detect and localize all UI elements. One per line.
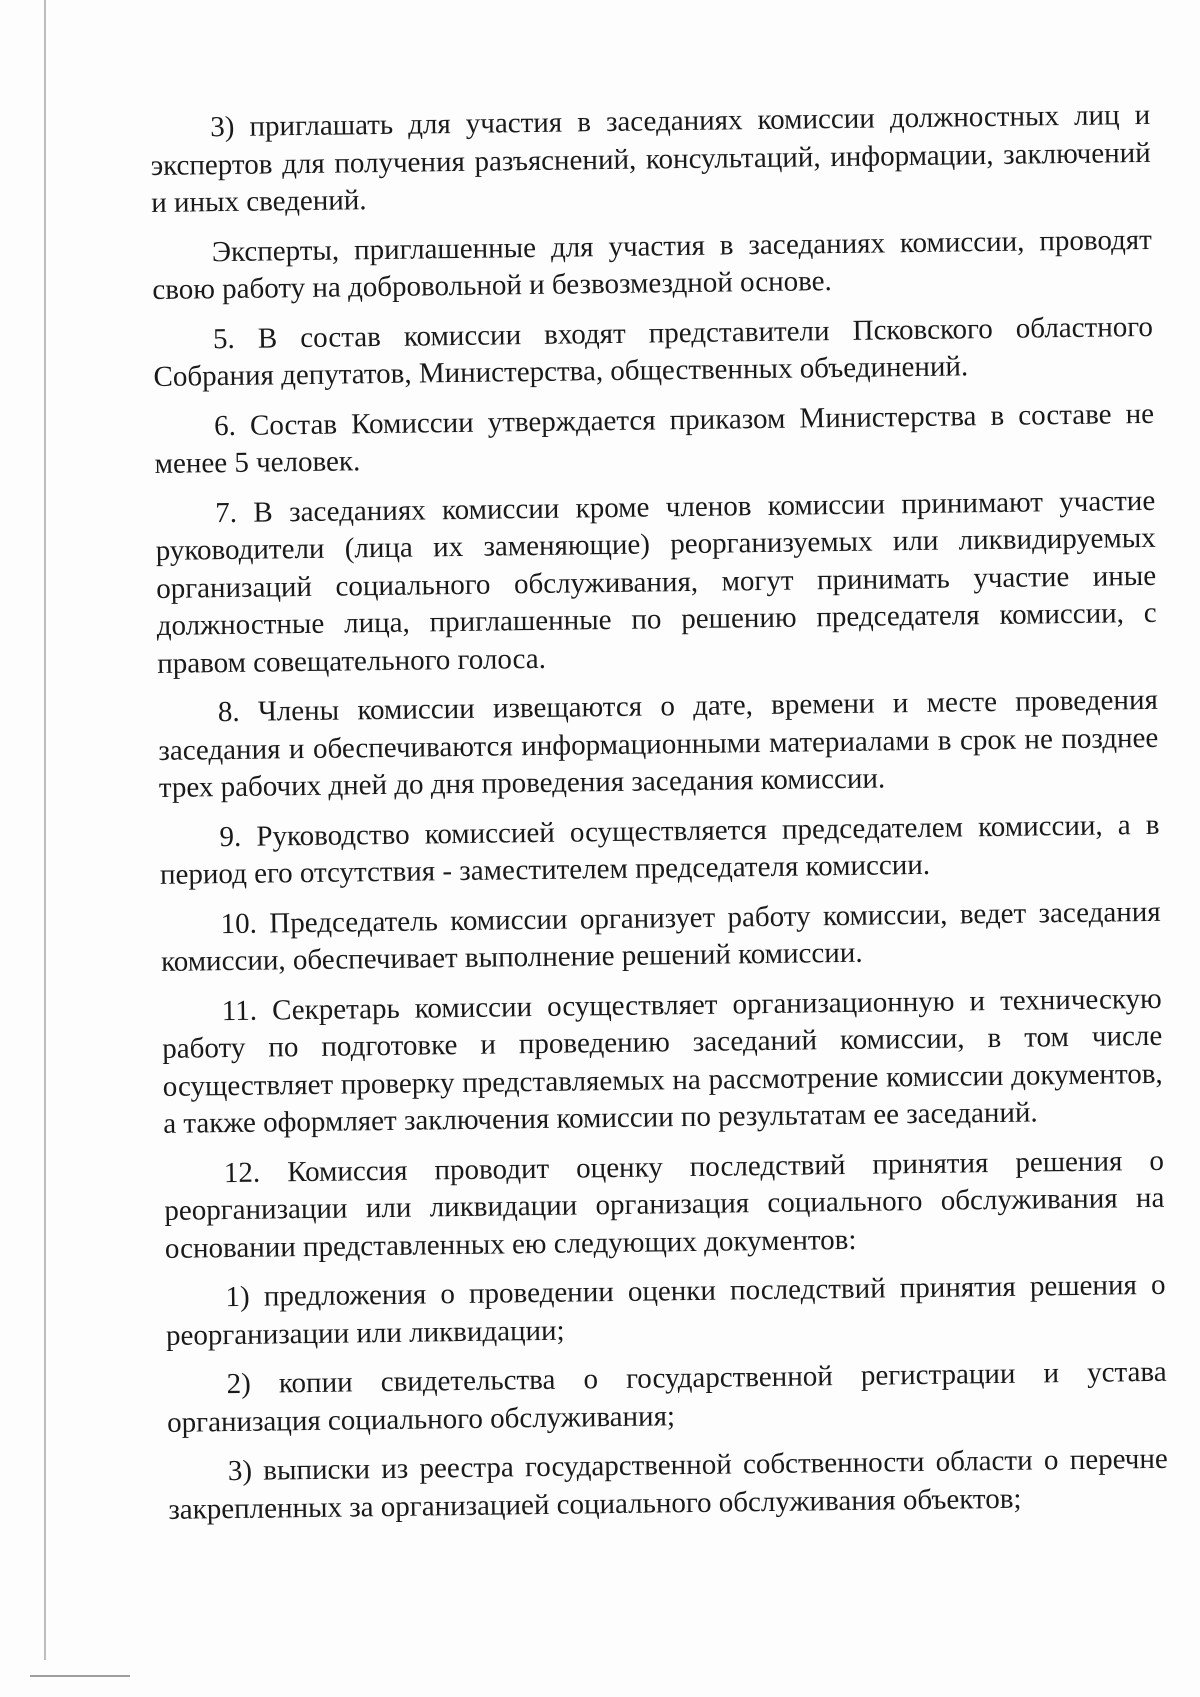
left-margin-line <box>44 0 46 1660</box>
bottom-scan-mark <box>30 1675 130 1677</box>
paragraph-9: 9. Руководство комиссией осуществляется председателем комиссии, а в период его отсутствия - заместителем председателя комиссии. <box>159 808 1160 891</box>
paragraph-experts: Эксперты, приглашенные для участия в заседаниях комиссии, проводят свою работу на добровольной и безвозмездной основе. <box>152 223 1152 306</box>
paragraph-11: 11. Секретарь комиссии осуществляет организационную и техническую работу по подготовке и проведению заседаний комиссии, в том числе осуществляет проверку представляемых на рассмотрение комиссии документов, а также оформляет заключения комиссии по результатам ее заседаний. <box>162 982 1163 1140</box>
paragraph-12: 12. Комиссия проводит оценку последствий принятия решения о реорганизации или ликвидации организация социального обслуживания на основании представленных ею следующих документов: <box>164 1144 1165 1265</box>
document-body <box>150 97 1169 1541</box>
paragraph-12-item-3: 3) выписки из реестра государственной собственности области о перечне закрепленных за организацией социального обслуживания объектов; <box>168 1442 1168 1526</box>
paragraph-item-3: 3) приглашать для участия в заседаниях комиссии должностных лиц и экспертов для получения разъяснений, консультаций, информации, заключений и иных сведений. <box>150 98 1151 219</box>
paragraph-5: 5. В состав комиссии входят представители Псковского областного Собрания депутатов, Министерства, общественных объединений. <box>153 310 1154 393</box>
paragraph-10: 10. Председатель комиссии организует работу комиссии, ведет заседания комиссии, обеспечивает выполнение решений комиссии. <box>160 895 1161 978</box>
paragraph-6: 6. Состав Комиссии утверждается приказом Министерства в составе не менее 5 человек. <box>154 397 1155 480</box>
paragraph-8: 8. Члены комиссии извещаются о дате, времени и месте проведения заседания и обеспечиваются информационными материалами в срок не позднее трех рабочих дней до дня проведения заседания комиссии. <box>158 683 1159 804</box>
paragraph-7: 7. В заседаниях комиссии кроме членов комиссии принимают участие руководители (лица их заменяющие) реорганизуемых или ликвидируемых организаций социального обслуживания, могут принимать участие иные должностные лица, приглашенные по решению председателя комиссии, с правом совещательного голоса. <box>155 484 1157 680</box>
paragraph-12-item-1: 1) предложения о проведении оценки последствий принятия решения о реорганизации или ликвидации; <box>165 1268 1166 1352</box>
paragraph-12-item-2: 2) копии свидетельства о государственной регистрации и устава организация социального обслуживания; <box>166 1355 1167 1439</box>
